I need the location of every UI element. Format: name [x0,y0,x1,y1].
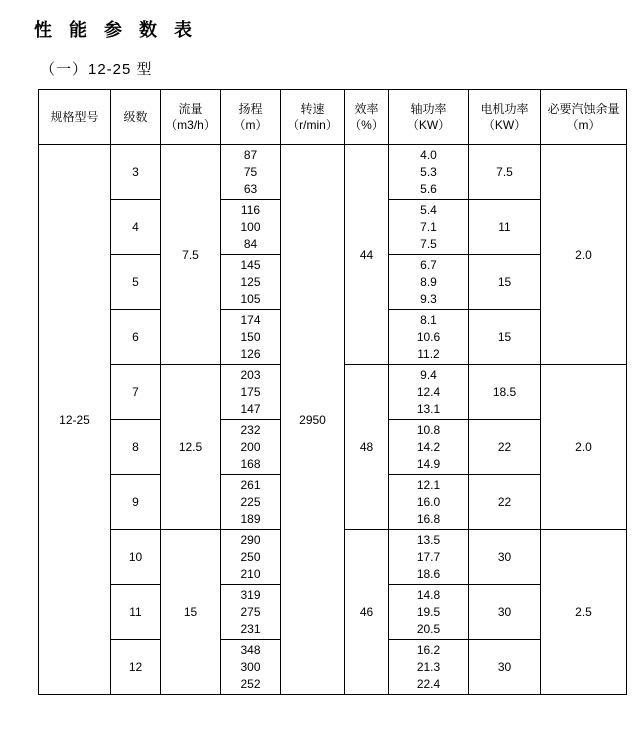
cell-efficiency-1: 44 [345,145,389,365]
cell-shaft-power [389,310,469,365]
cell-head [221,255,281,310]
head-value: 126 [240,346,261,361]
cell-shaft-power [389,475,469,530]
shaft-power-value: 7.5 [420,236,437,251]
head-value: 210 [240,566,261,581]
cell-motor-power: 15 [469,310,541,365]
header-model-label: 规格型号 [50,110,99,124]
cell-head [221,585,281,640]
section-title: （一）12-25 型 [40,61,153,78]
cell-motor-power: 30 [469,530,541,585]
cell-model: 12-25 [39,145,111,695]
head-value: 147 [240,401,261,416]
header-head [221,90,281,145]
head-value: 203 [240,367,261,382]
head-value: 319 [240,587,261,602]
head-value: 300 [240,659,261,674]
shaft-power-value: 20.5 [416,621,441,636]
cell-flow-2: 12.5 [161,365,221,530]
cell-npsh-3: 2.5 [541,530,627,695]
cell-head [221,365,281,420]
shaft-power-value: 12.1 [416,477,441,492]
cell-motor-power: 30 [469,640,541,695]
cell-head [221,420,281,475]
header-npsh-label: 必要汽蚀余量 [547,102,620,116]
shaft-power-value: 18.6 [416,566,441,581]
shaft-power-value: 12.4 [416,384,441,399]
shaft-power-value: 7.1 [420,219,437,234]
head-value: 168 [240,456,261,471]
header-motor-power-unit: （KW） [482,118,527,132]
shaft-power-value: 14.9 [416,456,441,471]
head-value: 252 [240,676,261,691]
shaft-power-value: 9.3 [420,291,437,306]
cell-efficiency-2: 48 [345,365,389,530]
header-speed-label: 转速 [300,102,325,116]
header-flow-unit: （m3/h） [165,118,216,132]
cell-flow-3: 15 [161,530,221,695]
header-speed-unit: （r/min） [287,118,338,132]
header-stages [111,90,161,145]
header-shaft-power [389,90,469,145]
shaft-power-value: 4.0 [420,147,437,162]
header-shaft-power-unit: （KW） [406,118,451,132]
cell-motor-power: 11 [469,200,541,255]
shaft-power-value: 16.2 [416,642,441,657]
head-value: 105 [240,291,261,306]
head-value: 225 [240,494,261,509]
page-title: 性 能 参 数 表 [34,20,199,40]
head-value: 116 [240,202,261,217]
performance-table [38,89,627,695]
cell-stage: 9 [111,475,161,530]
cell-npsh-2: 2.0 [541,365,627,530]
shaft-power-value: 13.5 [416,532,441,547]
cell-head [221,640,281,695]
cell-motor-power: 30 [469,585,541,640]
shaft-power-value: 6.7 [420,257,437,272]
shaft-power-value: 16.0 [416,494,441,509]
shaft-power-value: 11.2 [417,346,440,361]
cell-flow-1: 7.5 [161,145,221,365]
head-value: 189 [240,511,261,526]
shaft-power-value: 9.4 [420,367,437,382]
shaft-power-value: 5.3 [420,164,437,179]
cell-shaft-power [389,365,469,420]
head-value: 174 [240,312,261,327]
cell-head [221,145,281,200]
cell-shaft-power [389,530,469,585]
head-value: 63 [243,181,258,196]
head-value: 145 [240,257,261,272]
shaft-power-value: 10.6 [416,329,441,344]
header-efficiency-label: 效率 [354,102,379,116]
head-value: 250 [240,549,261,564]
header-flow [161,90,221,145]
cell-shaft-power [389,255,469,310]
document-page [0,16,641,737]
head-value: 275 [240,604,261,619]
header-shaft-power-label: 轴功率 [410,102,447,116]
cell-motor-power: 15 [469,255,541,310]
shaft-power-value: 21.3 [416,659,441,674]
shaft-power-value: 5.4 [420,202,437,217]
head-value: 150 [240,329,261,344]
cell-stage: 4 [111,200,161,255]
head-value: 100 [240,219,261,234]
head-value: 261 [240,477,261,492]
header-model [39,90,111,145]
table-row [39,145,627,200]
shaft-power-value: 14.2 [416,439,441,454]
table-header-row [39,90,627,145]
shaft-power-value: 14.8 [416,587,441,602]
head-value: 175 [240,384,261,399]
cell-head [221,310,281,365]
shaft-power-value: 10.8 [416,422,441,437]
header-npsh [541,90,627,145]
cell-stage: 11 [111,585,161,640]
cell-shaft-power [389,585,469,640]
head-value: 200 [240,439,261,454]
shaft-power-value: 19.5 [416,604,441,619]
cell-npsh-1: 2.0 [541,145,627,365]
header-head-unit: （m） [233,118,268,132]
cell-shaft-power [389,640,469,695]
header-stages-label: 级数 [123,110,148,124]
head-value: 125 [240,274,261,289]
header-motor-power-label: 电机功率 [480,102,529,116]
header-head-label: 扬程 [238,102,263,116]
header-motor-power [469,90,541,145]
cell-head [221,475,281,530]
header-speed [281,90,345,145]
cell-stage: 12 [111,640,161,695]
cell-efficiency-3: 46 [345,530,389,695]
shaft-power-value: 13.1 [416,401,441,416]
cell-stage: 7 [111,365,161,420]
shaft-power-value: 22.4 [416,676,441,691]
head-value: 231 [240,621,261,636]
cell-shaft-power [389,420,469,475]
cell-stage: 8 [111,420,161,475]
cell-stage: 6 [111,310,161,365]
cell-shaft-power [389,145,469,200]
cell-head [221,530,281,585]
cell-stage: 10 [111,530,161,585]
cell-motor-power: 22 [469,475,541,530]
cell-head [221,200,281,255]
head-value: 84 [243,236,258,251]
cell-motor-power: 22 [469,420,541,475]
cell-motor-power: 7.5 [469,145,541,200]
cell-shaft-power [389,200,469,255]
cell-motor-power: 18.5 [469,365,541,420]
shaft-power-value: 8.9 [420,274,437,289]
head-value: 290 [240,532,261,547]
cell-speed: 2950 [281,145,345,695]
cell-stage: 5 [111,255,161,310]
header-efficiency-unit: （%） [349,118,384,132]
shaft-power-value: 5.6 [420,181,437,196]
header-flow-label: 流量 [178,102,203,116]
shaft-power-value: 8.1 [420,312,437,327]
header-efficiency [345,90,389,145]
head-value: 75 [243,164,258,179]
shaft-power-value: 16.8 [416,511,441,526]
head-value: 87 [243,147,258,162]
header-npsh-unit: （m） [566,118,601,132]
shaft-power-value: 17.7 [416,549,441,564]
cell-stage: 3 [111,145,161,200]
head-value: 348 [240,642,261,657]
head-value: 232 [240,422,261,437]
